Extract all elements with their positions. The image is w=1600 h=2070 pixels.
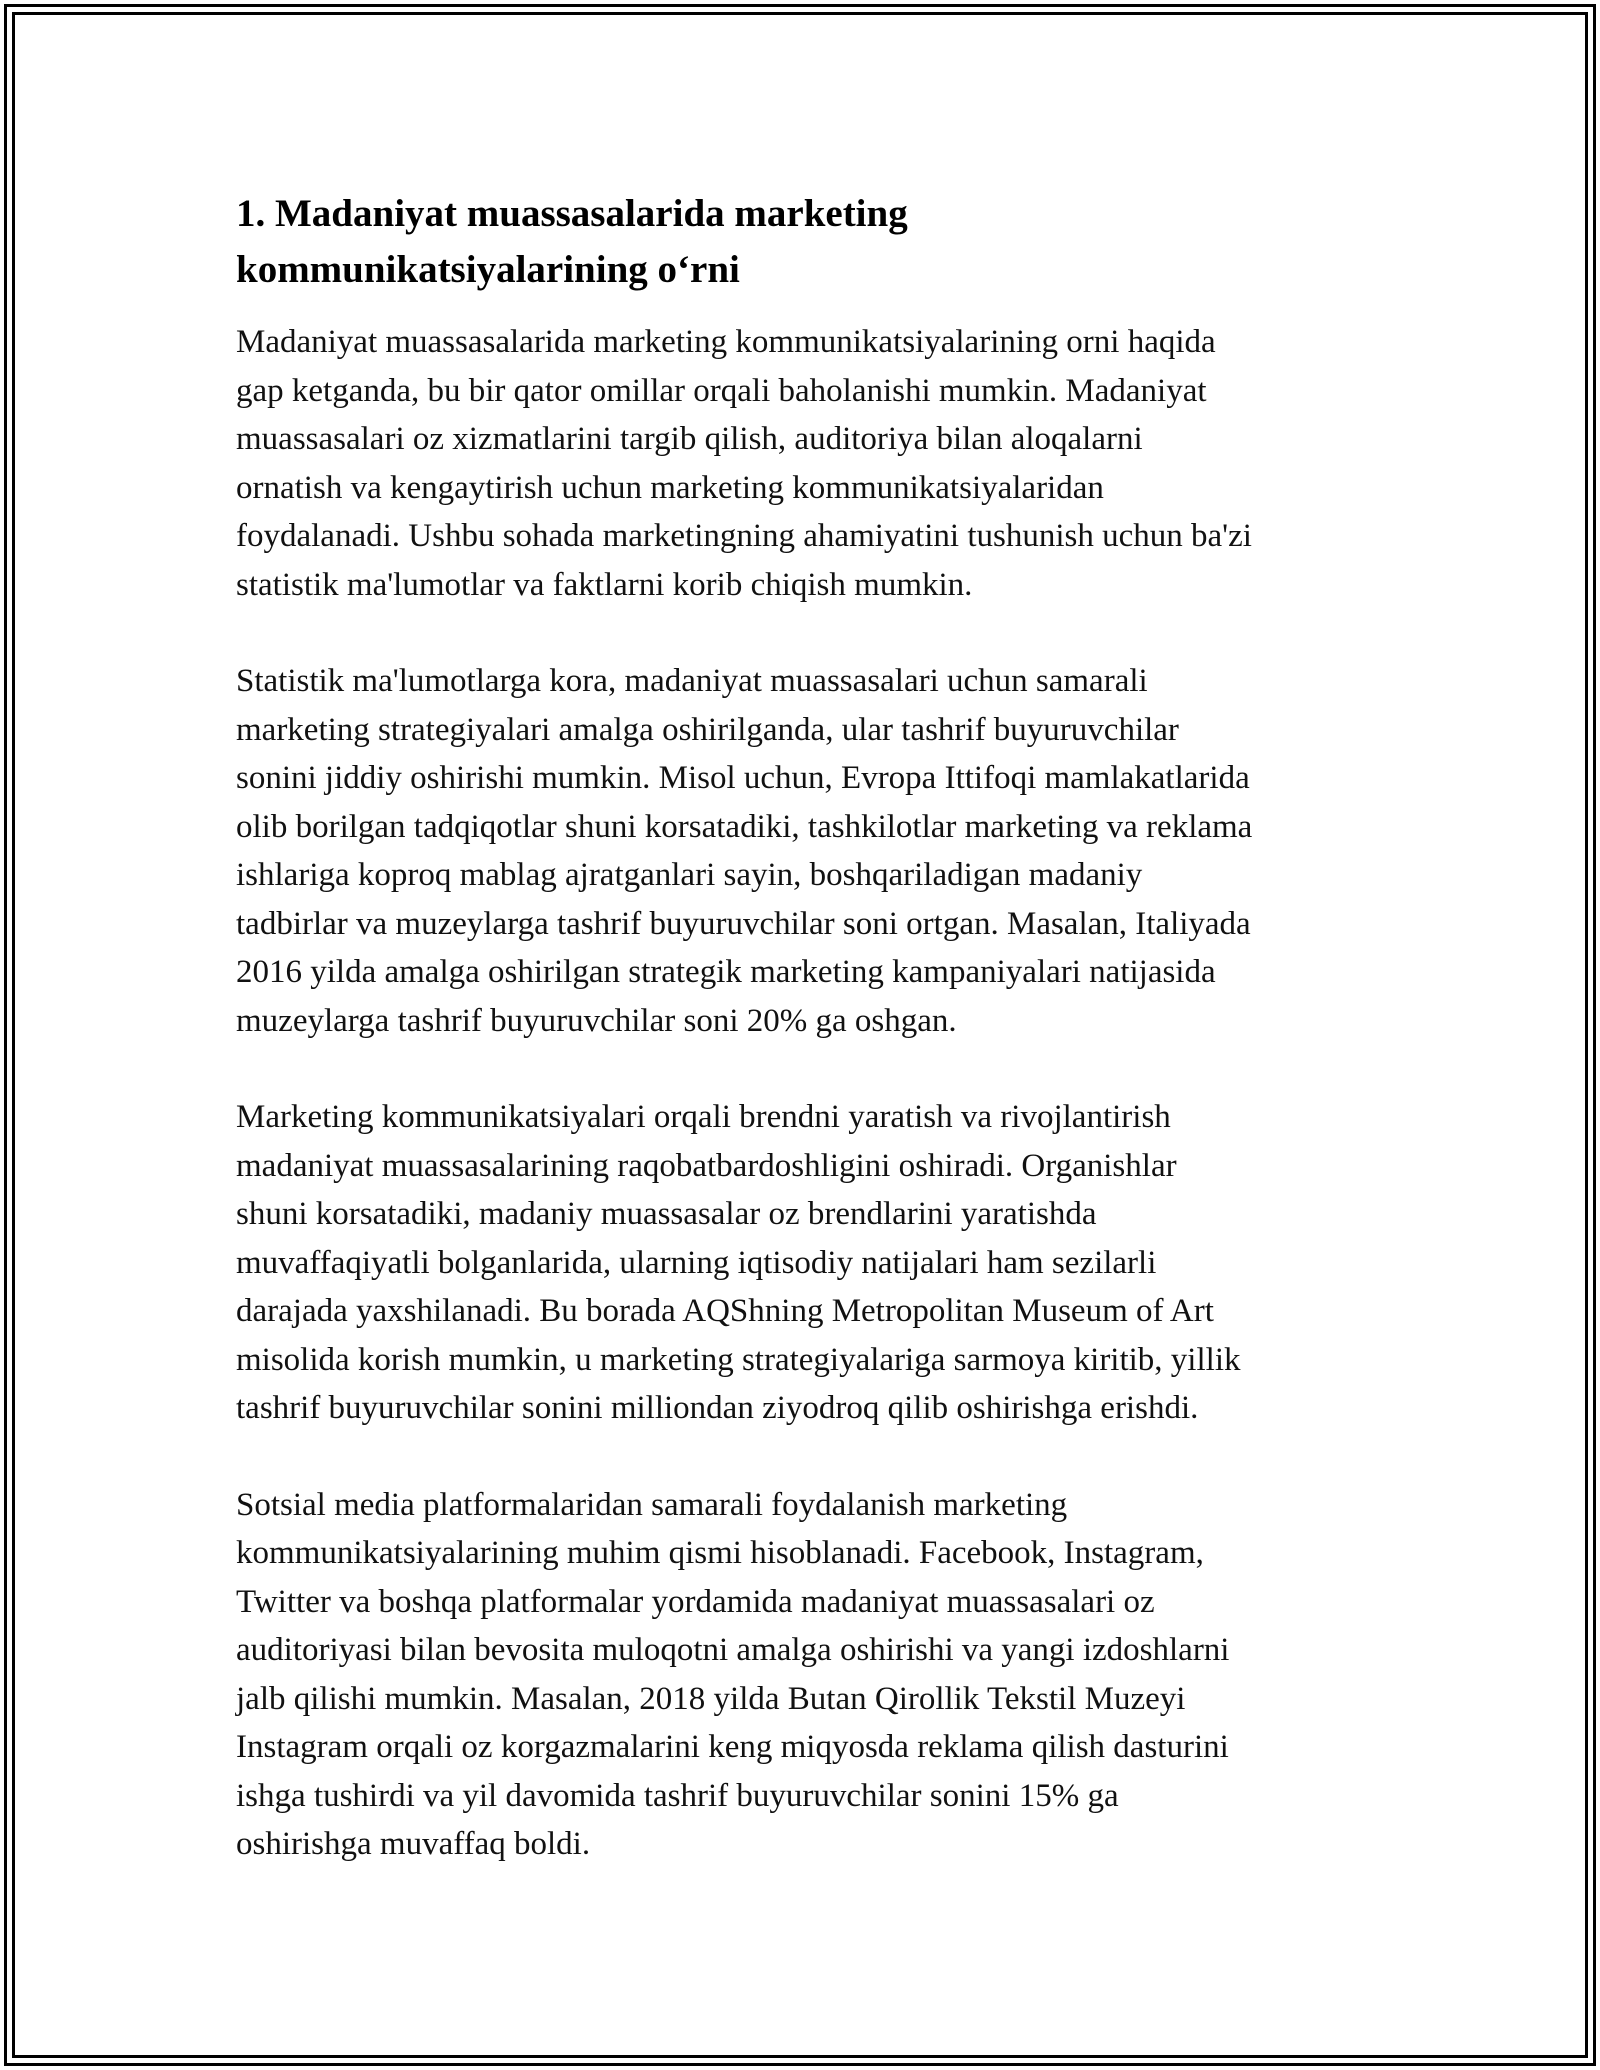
document-body: [236, 186, 1376, 1917]
paragraph-4: [236, 1481, 1376, 1869]
paragraph-line: muassasalari oz xizmatlarini targib qilish, auditoriya bilan aloqalarni: [236, 421, 1143, 457]
paragraph-line: sonini jiddiy oshirishi mumkin. Misol uchun, Evropa Ittifoqi mamlakatlarida: [236, 760, 1250, 796]
paragraph-line: olib borilgan tadqiqotlar shuni korsatadiki, tashkilotlar marketing va reklama: [236, 808, 1253, 845]
paragraph-line: Statistik ma'lumotlarga kora, madaniyat muassasalari uchun samarali: [236, 663, 1148, 699]
paragraph-line: oshirishga muvaffaq boldi.: [236, 1826, 591, 1862]
paragraph-line: kommunikatsiyalarining muhim qismi hisoblanadi. Facebook, Instagram,: [236, 1535, 1204, 1571]
paragraph-line: Madaniyat muassasalarida marketing kommunikatsiyalarining orni haqida: [236, 324, 1216, 360]
paragraph-line: ishlariga koproq mablag ajratganlari sayin, boshqariladigan madaniy: [236, 857, 1143, 893]
paragraph-line: gap ketganda, bu bir qator omillar orqali baholanishi mumkin. Madaniyat: [236, 372, 1207, 409]
paragraph-line: tashrif buyuruvchilar sonini milliondan ziyodroq qilib oshirishga erishdi.: [236, 1390, 1199, 1426]
paragraph-line: Instagram orqali oz korgazmalarini keng miqyosda reklama qilish dasturini: [236, 1729, 1229, 1765]
section-title-line: kommunikatsiyalarining o‘rni: [236, 248, 740, 291]
paragraph-line: shuni korsatadiki, madaniy muassasalar oz brendlarini yaratishda: [236, 1196, 1097, 1232]
paragraph-line: Marketing kommunikatsiyalari orqali brendni yaratish va rivojlantirish: [236, 1099, 1171, 1135]
paragraph-line: madaniyat muassasalarining raqobatbardoshligini oshiradi. Organishlar: [236, 1147, 1177, 1184]
paragraph-line: statistik ma'lumotlar va faktlarni korib chiqish mumkin.: [236, 566, 973, 603]
paragraph-line: jalb qilishi mumkin. Masalan, 2018 yilda Butan Qirollik Tekstil Muzeyi: [236, 1680, 1186, 1717]
paragraph-line: foydalanadi. Ushbu sohada marketingning ahamiyatini tushunish uchun ba'zi: [236, 518, 1252, 554]
section-title: [236, 186, 1376, 298]
paragraph-line: Sotsial media platformalaridan samarali foydalanish marketing: [236, 1486, 1068, 1523]
paragraph-line: marketing strategiyalari amalga oshirilganda, ular tashrif buyuruvchilar: [236, 711, 1179, 748]
paragraph-line: tadbirlar va muzeylarga tashrif buyuruvchilar soni ortgan. Masalan, Italiyada: [236, 905, 1251, 942]
paragraph-1: [236, 318, 1376, 609]
paragraph-line: auditoriyasi bilan bevosita muloqotni amalga oshirishi va yangi izdoshlarni: [236, 1632, 1230, 1668]
section-title-line: 1. Madaniyat muassasalarida marketing: [236, 192, 908, 235]
paragraph-line: darajada yaxshilanadi. Bu borada AQShning Metropolitan Museum of Art: [236, 1293, 1214, 1329]
paragraph-line: ishga tushirdi va yil davomida tashrif buyuruvchilar sonini 15% ga: [236, 1777, 1119, 1814]
paragraph-line: muvaffaqiyatli bolganlarida, ularning iqtisodiy natijalari ham sezilarli: [236, 1244, 1157, 1281]
paragraph-2: [236, 657, 1376, 1045]
paragraph-line: misolida korish mumkin, u marketing strategiyalariga sarmoya kiritib, yillik: [236, 1341, 1241, 1378]
paragraph-line: 2016 yilda amalga oshirilgan strategik marketing kampaniyalari natijasida: [236, 954, 1216, 990]
paragraph-line: Twitter va boshqa platformalar yordamida madaniyat muassasalari oz: [236, 1583, 1155, 1620]
paragraph-line: ornatish va kengaytirish uchun marketing kommunikatsiyalaridan: [236, 469, 1104, 506]
paragraph-line: muzeylarga tashrif buyuruvchilar soni 20% ga oshgan.: [236, 1002, 957, 1039]
paragraph-3: [236, 1093, 1376, 1433]
